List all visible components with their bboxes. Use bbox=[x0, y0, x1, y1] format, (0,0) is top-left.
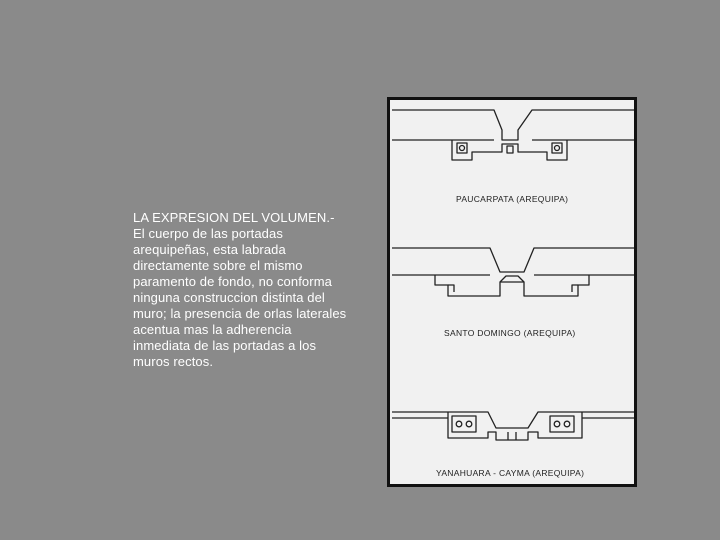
text-line: muro; la presencia de orlas laterales bbox=[133, 306, 347, 321]
plan-label: SANTO DOMINGO (AREQUIPA) bbox=[444, 328, 576, 338]
plan-santo-domingo bbox=[392, 248, 634, 296]
plan-label: PAUCARPATA (AREQUIPA) bbox=[456, 194, 569, 204]
text-line: directamente sobre el mismo bbox=[133, 258, 303, 273]
plan-paucarpata bbox=[392, 110, 634, 160]
plan-label: YANAHUARA - CAYMA (AREQUIPA) bbox=[436, 468, 585, 478]
text-line: paramento de fondo, no conforma bbox=[133, 274, 332, 289]
floor-plans-drawing bbox=[390, 100, 634, 484]
text-line: LA EXPRESION DEL VOLUMEN.- bbox=[133, 210, 335, 225]
text-line: arequipeñas, esta labrada bbox=[133, 242, 286, 257]
description-text bbox=[133, 210, 368, 370]
text-line: muros rectos. bbox=[133, 354, 214, 369]
text-line: El cuerpo de las portadas bbox=[133, 226, 283, 241]
plan-yanahuara-cayma bbox=[392, 412, 634, 440]
text-line: inmediata de las portadas a los bbox=[133, 338, 317, 353]
text-line: acentua mas la adherencia bbox=[133, 322, 292, 337]
text-line: ninguna construccion distinta del bbox=[133, 290, 325, 305]
floor-plans-figure bbox=[387, 97, 637, 487]
